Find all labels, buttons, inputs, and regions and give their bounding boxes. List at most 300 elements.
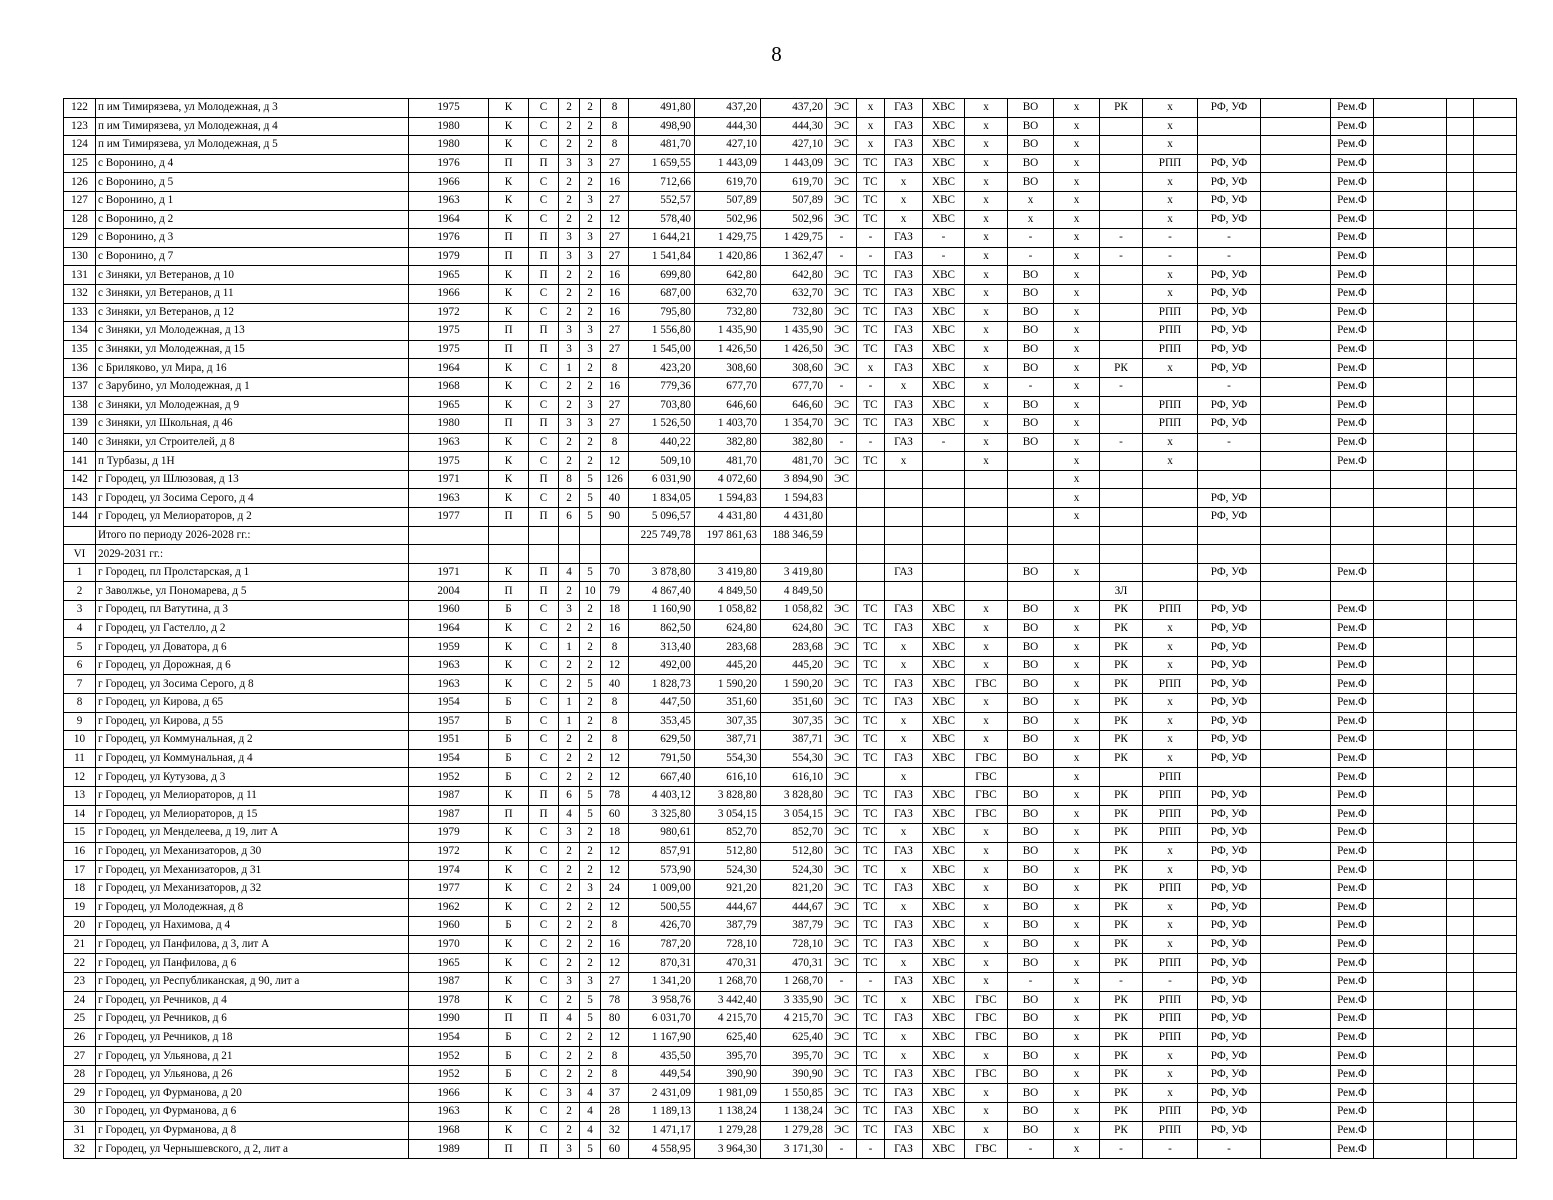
table-cell: ВО — [1008, 173, 1054, 192]
table-cell: Рем.Ф — [1331, 1028, 1374, 1047]
table-row — [64, 136, 1517, 155]
table-cell — [1374, 396, 1447, 415]
table-cell: 1 590,20 — [695, 675, 761, 694]
table-cell: 2 — [559, 1028, 580, 1047]
table-cell: ЭС — [827, 675, 857, 694]
table-cell: ЭС — [827, 284, 857, 303]
table-cell: х — [885, 991, 923, 1010]
table-cell: 2 — [559, 1103, 580, 1122]
table-cell — [1198, 545, 1261, 564]
table-cell: 395,70 — [695, 1047, 761, 1066]
table-cell: ВО — [1008, 1103, 1054, 1122]
table-cell: К — [489, 824, 529, 843]
table-cell: 444,67 — [761, 898, 827, 917]
table-cell — [1008, 768, 1054, 787]
table-cell: 502,96 — [761, 210, 827, 229]
table-cell: РПП — [1143, 768, 1198, 787]
table-cell — [1100, 768, 1143, 787]
table-cell: К — [489, 879, 529, 898]
table-cell: х — [1143, 433, 1198, 452]
row-number-cell: 12 — [64, 768, 96, 787]
table-cell — [1474, 415, 1517, 434]
table-cell: 444,67 — [695, 898, 761, 917]
table-cell: 4 — [580, 1084, 601, 1103]
table-cell: Рем.Ф — [1331, 731, 1374, 750]
table-cell: 2 — [580, 638, 601, 657]
table-cell: ГВС — [965, 768, 1008, 787]
table-cell: х — [1054, 1028, 1100, 1047]
table-cell: х — [1143, 99, 1198, 118]
table-cell: С — [529, 1028, 559, 1047]
table-cell: 5 — [580, 1140, 601, 1159]
row-number-cell: 139 — [64, 415, 96, 434]
table-cell: П — [529, 786, 559, 805]
table-cell: х — [965, 210, 1008, 229]
table-row — [64, 433, 1517, 452]
table-cell: ВО — [1008, 786, 1054, 805]
table-cell: 2 — [559, 954, 580, 973]
table-cell — [1054, 582, 1100, 601]
table-cell: ХВС — [923, 712, 965, 731]
table-cell: 3 — [580, 972, 601, 991]
table-cell: РК — [1100, 675, 1143, 694]
table-cell: - — [1100, 247, 1143, 266]
table-cell — [1447, 917, 1474, 936]
table-cell: 283,68 — [761, 638, 827, 657]
table-cell: 37 — [601, 1084, 629, 1103]
table-cell: ТС — [857, 917, 885, 936]
table-cell: РФ, УФ — [1198, 954, 1261, 973]
table-cell: РК — [1100, 805, 1143, 824]
table-cell: - — [1100, 377, 1143, 396]
table-cell: ХВС — [923, 359, 965, 378]
table-cell: х — [1054, 210, 1100, 229]
table-cell: ХВС — [923, 917, 965, 936]
address-cell: г Городец, ул Доватора, д 6 — [96, 638, 409, 657]
table-cell — [1100, 191, 1143, 210]
table-cell: РФ, УФ — [1198, 1028, 1261, 1047]
table-cell — [1474, 1047, 1517, 1066]
table-cell: Рем.Ф — [1331, 229, 1374, 248]
table-cell: ХВС — [923, 861, 965, 880]
table-cell: 632,70 — [695, 284, 761, 303]
address-cell: с Бриляково, ул Мира, д 16 — [96, 359, 409, 378]
table-cell: х — [1054, 284, 1100, 303]
table-row — [64, 898, 1517, 917]
table-cell: 2 — [580, 377, 601, 396]
table-cell — [1447, 1084, 1474, 1103]
table-cell — [1198, 768, 1261, 787]
table-cell: 16 — [601, 266, 629, 285]
table-cell: 870,31 — [629, 954, 695, 973]
table-cell: С — [529, 619, 559, 638]
table-cell: х — [965, 452, 1008, 471]
table-cell — [1374, 136, 1447, 155]
table-cell: 3 828,80 — [761, 786, 827, 805]
table-cell: 27 — [601, 322, 629, 341]
table-cell: ТС — [857, 805, 885, 824]
table-cell: х — [1143, 136, 1198, 155]
table-cell — [1198, 117, 1261, 136]
row-number-cell: 5 — [64, 638, 96, 657]
table-cell — [923, 582, 965, 601]
table-cell: х — [965, 879, 1008, 898]
table-cell: РК — [1100, 749, 1143, 768]
table-cell: - — [1008, 1140, 1054, 1159]
table-cell — [559, 545, 580, 564]
table-cell: ЭС — [827, 191, 857, 210]
table-cell: ЭС — [827, 173, 857, 192]
table-cell: К — [489, 675, 529, 694]
table-cell: 2 — [580, 1065, 601, 1084]
table-cell — [1474, 340, 1517, 359]
table-cell: ХВС — [923, 1084, 965, 1103]
table-cell: 498,90 — [629, 117, 695, 136]
table-cell: ЭС — [827, 879, 857, 898]
table-cell: 1 403,70 — [695, 415, 761, 434]
table-cell: ГАЗ — [885, 266, 923, 285]
table-cell: РФ, УФ — [1198, 508, 1261, 527]
row-number-cell: 122 — [64, 99, 96, 118]
table-cell: - — [1008, 377, 1054, 396]
table-cell: 2 — [580, 284, 601, 303]
table-cell: К — [489, 303, 529, 322]
address-cell: г Городец, ул Менделеева, д 19, лит А — [96, 824, 409, 843]
table-cell: РПП — [1143, 396, 1198, 415]
table-cell: РФ, УФ — [1198, 935, 1261, 954]
table-cell: 4 072,60 — [695, 470, 761, 489]
table-cell — [1374, 154, 1447, 173]
table-cell — [1374, 656, 1447, 675]
table-cell: 426,70 — [629, 917, 695, 936]
row-number-cell: 1 — [64, 563, 96, 582]
table-cell — [1374, 210, 1447, 229]
table-cell — [1261, 898, 1331, 917]
table-cell: х — [1054, 1140, 1100, 1159]
table-cell — [1474, 1103, 1517, 1122]
table-cell: РФ, УФ — [1198, 786, 1261, 805]
table-cell — [1474, 805, 1517, 824]
table-cell: х — [885, 768, 923, 787]
table-row — [64, 229, 1517, 248]
table-cell — [1374, 582, 1447, 601]
table-cell: - — [1198, 247, 1261, 266]
table-cell: РФ, УФ — [1198, 1047, 1261, 1066]
table-cell: РФ, УФ — [1198, 154, 1261, 173]
table-cell: 8 — [601, 638, 629, 657]
table-cell: х — [1054, 898, 1100, 917]
table-cell: х — [1143, 191, 1198, 210]
table-cell: 1954 — [409, 1028, 489, 1047]
table-cell: х — [1054, 1010, 1100, 1029]
table-cell: х — [1054, 879, 1100, 898]
table-cell — [1374, 917, 1447, 936]
table-cell: РФ, УФ — [1198, 898, 1261, 917]
table-cell: 1965 — [409, 266, 489, 285]
table-cell — [761, 545, 827, 564]
table-cell: 12 — [601, 656, 629, 675]
table-cell: К — [489, 173, 529, 192]
table-cell: 1978 — [409, 991, 489, 1010]
table-cell: 351,60 — [761, 694, 827, 713]
table-cell: х — [1054, 1065, 1100, 1084]
table-cell — [1261, 322, 1331, 341]
table-cell: х — [1143, 898, 1198, 917]
table-cell: х — [965, 1103, 1008, 1122]
table-cell — [1447, 898, 1474, 917]
table-cell: 1963 — [409, 1103, 489, 1122]
table-cell: 2 — [559, 266, 580, 285]
table-row — [64, 991, 1517, 1010]
table-cell: 387,71 — [695, 731, 761, 750]
table-cell: РФ, УФ — [1198, 99, 1261, 118]
table-cell: 8 — [601, 433, 629, 452]
table-cell — [1447, 991, 1474, 1010]
table-cell: С — [529, 638, 559, 657]
table-cell: 732,80 — [695, 303, 761, 322]
table-cell: ТС — [857, 638, 885, 657]
table-cell — [1447, 805, 1474, 824]
table-cell: РФ, УФ — [1198, 601, 1261, 620]
table-cell: х — [1054, 935, 1100, 954]
table-cell: 1 594,83 — [695, 489, 761, 508]
table-cell: С — [529, 954, 559, 973]
table-cell — [1474, 508, 1517, 527]
table-cell: - — [1100, 433, 1143, 452]
address-cell: с Зиняки, ул Ветеранов, д 12 — [96, 303, 409, 322]
table-cell: 1975 — [409, 340, 489, 359]
table-cell: ВО — [1008, 991, 1054, 1010]
table-cell — [1374, 508, 1447, 527]
table-cell: 3 964,30 — [695, 1140, 761, 1159]
table-cell — [1261, 173, 1331, 192]
table-cell — [1008, 582, 1054, 601]
table-cell — [1447, 266, 1474, 285]
table-cell: 712,66 — [629, 173, 695, 192]
table-cell: ВО — [1008, 1121, 1054, 1140]
table-cell: х — [1143, 694, 1198, 713]
table-cell: 1963 — [409, 656, 489, 675]
table-cell: 616,10 — [761, 768, 827, 787]
table-cell — [1261, 117, 1331, 136]
table-cell — [1008, 526, 1054, 545]
table-cell — [923, 526, 965, 545]
table-cell: К — [489, 1121, 529, 1140]
table-cell: - — [827, 972, 857, 991]
table-cell: РФ, УФ — [1198, 266, 1261, 285]
table-cell: х — [1143, 656, 1198, 675]
table-cell: ЭС — [827, 991, 857, 1010]
table-cell: 728,10 — [695, 935, 761, 954]
table-cell — [827, 526, 857, 545]
table-cell — [1008, 452, 1054, 471]
table-cell: П — [529, 266, 559, 285]
table-row — [64, 675, 1517, 694]
table-cell: РК — [1100, 1084, 1143, 1103]
table-cell: ХВС — [923, 1065, 965, 1084]
table-cell: 1 279,28 — [761, 1121, 827, 1140]
table-cell: ЭС — [827, 303, 857, 322]
table-row — [64, 322, 1517, 341]
table-cell: ТС — [857, 898, 885, 917]
table-cell: х — [965, 99, 1008, 118]
table-cell — [1261, 303, 1331, 322]
table-cell: ТС — [857, 266, 885, 285]
table-cell — [1447, 656, 1474, 675]
table-cell: х — [1054, 1047, 1100, 1066]
table-cell: ТС — [857, 452, 885, 471]
table-cell — [1261, 1028, 1331, 1047]
table-cell — [1474, 117, 1517, 136]
table-cell: 1 058,82 — [761, 601, 827, 620]
table-cell: Б — [489, 768, 529, 787]
row-number-cell: 32 — [64, 1140, 96, 1159]
table-cell: ГАЗ — [885, 1084, 923, 1103]
table-cell: 8 — [601, 1047, 629, 1066]
table-cell: РФ, УФ — [1198, 675, 1261, 694]
table-cell: ВО — [1008, 601, 1054, 620]
table-cell — [1374, 359, 1447, 378]
table-cell: 18 — [601, 824, 629, 843]
table-cell: х — [965, 638, 1008, 657]
table-cell — [1374, 991, 1447, 1010]
table-cell: 27 — [601, 972, 629, 991]
table-cell — [1447, 768, 1474, 787]
table-cell: 4 — [580, 1121, 601, 1140]
table-cell — [601, 545, 629, 564]
table-cell: 2 — [559, 191, 580, 210]
table-cell: ГАЗ — [885, 935, 923, 954]
table-cell — [1100, 489, 1143, 508]
table-body — [64, 99, 1517, 1159]
table-cell: 427,10 — [695, 136, 761, 155]
row-number-cell: 134 — [64, 322, 96, 341]
table-cell — [1474, 601, 1517, 620]
table-cell: 283,68 — [695, 638, 761, 657]
address-cell: г Городец, ул Зосима Серого, д 8 — [96, 675, 409, 694]
table-cell: х — [1054, 768, 1100, 787]
table-cell: ТС — [857, 1010, 885, 1029]
table-cell: 1 426,50 — [761, 340, 827, 359]
table-cell — [1261, 154, 1331, 173]
table-cell: ВО — [1008, 322, 1054, 341]
address-cell: г Городец, ул Дорожная, д 6 — [96, 656, 409, 675]
table-cell: ВО — [1008, 638, 1054, 657]
table-cell: С — [529, 489, 559, 508]
table-cell: 1 659,55 — [629, 154, 695, 173]
table-cell — [1261, 749, 1331, 768]
table-cell: ВО — [1008, 284, 1054, 303]
table-cell: - — [1008, 229, 1054, 248]
table-cell: Рем.Ф — [1331, 99, 1374, 118]
table-cell: 1 138,24 — [695, 1103, 761, 1122]
table-cell: ЗЛ — [1100, 582, 1143, 601]
table-cell: 447,50 — [629, 694, 695, 713]
table-cell: ГВС — [965, 675, 1008, 694]
table-cell: РК — [1100, 954, 1143, 973]
table-cell: х — [1054, 991, 1100, 1010]
table-cell: 646,60 — [695, 396, 761, 415]
table-cell: ВО — [1008, 675, 1054, 694]
table-cell — [1474, 452, 1517, 471]
table-cell — [1474, 991, 1517, 1010]
table-cell — [1331, 508, 1374, 527]
table-cell: ХВС — [923, 136, 965, 155]
table-cell: 445,20 — [761, 656, 827, 675]
table-cell — [1143, 526, 1198, 545]
table-cell: 1 420,86 — [695, 247, 761, 266]
table-cell: ТС — [857, 824, 885, 843]
table-cell — [1261, 1103, 1331, 1122]
table-row — [64, 935, 1517, 954]
table-cell: 1 429,75 — [695, 229, 761, 248]
table-cell — [1100, 284, 1143, 303]
table-row — [64, 601, 1517, 620]
table-cell: С — [529, 433, 559, 452]
table-cell — [1100, 415, 1143, 434]
table-cell: РПП — [1143, 1028, 1198, 1047]
table-cell: 313,40 — [629, 638, 695, 657]
table-cell: П — [489, 582, 529, 601]
table-cell: 2 431,09 — [629, 1084, 695, 1103]
table-cell: РК — [1100, 935, 1143, 954]
table-cell: 5 — [580, 1010, 601, 1029]
table-cell: х — [885, 898, 923, 917]
table-cell: х — [965, 229, 1008, 248]
table-cell — [1447, 415, 1474, 434]
table-cell: 3 419,80 — [695, 563, 761, 582]
table-cell: х — [885, 824, 923, 843]
table-cell: ХВС — [923, 377, 965, 396]
table-cell — [1261, 191, 1331, 210]
table-cell: ГАЗ — [885, 136, 923, 155]
table-cell: 1 — [559, 694, 580, 713]
table-cell — [1474, 842, 1517, 861]
table-cell: ВО — [1008, 1028, 1054, 1047]
table-row — [64, 191, 1517, 210]
table-cell: К — [489, 284, 529, 303]
table-cell: К — [489, 433, 529, 452]
table-cell: ХВС — [923, 154, 965, 173]
table-cell: ТС — [857, 210, 885, 229]
table-cell: 629,50 — [629, 731, 695, 750]
table-cell — [559, 526, 580, 545]
table-cell — [1447, 694, 1474, 713]
table-cell: ЭС — [827, 1084, 857, 1103]
table-cell: 1 268,70 — [695, 972, 761, 991]
row-number-cell: 138 — [64, 396, 96, 415]
table-cell — [1261, 470, 1331, 489]
table-cell: П — [529, 340, 559, 359]
table-cell: Рем.Ф — [1331, 1065, 1374, 1084]
table-cell: ХВС — [923, 694, 965, 713]
table-cell: 3 894,90 — [761, 470, 827, 489]
table-cell: ВО — [1008, 824, 1054, 843]
table-cell: 2 — [580, 749, 601, 768]
table-cell: 554,30 — [695, 749, 761, 768]
table-cell — [1474, 675, 1517, 694]
table-cell: 12 — [601, 842, 629, 861]
table-cell: РК — [1100, 731, 1143, 750]
table-cell: 4 558,95 — [629, 1140, 695, 1159]
table-cell — [1374, 805, 1447, 824]
table-cell: х — [965, 1047, 1008, 1066]
table-cell: 2 — [580, 712, 601, 731]
table-cell — [1100, 210, 1143, 229]
table-cell: х — [965, 303, 1008, 322]
table-cell: ХВС — [923, 935, 965, 954]
table-cell: 10 — [580, 582, 601, 601]
